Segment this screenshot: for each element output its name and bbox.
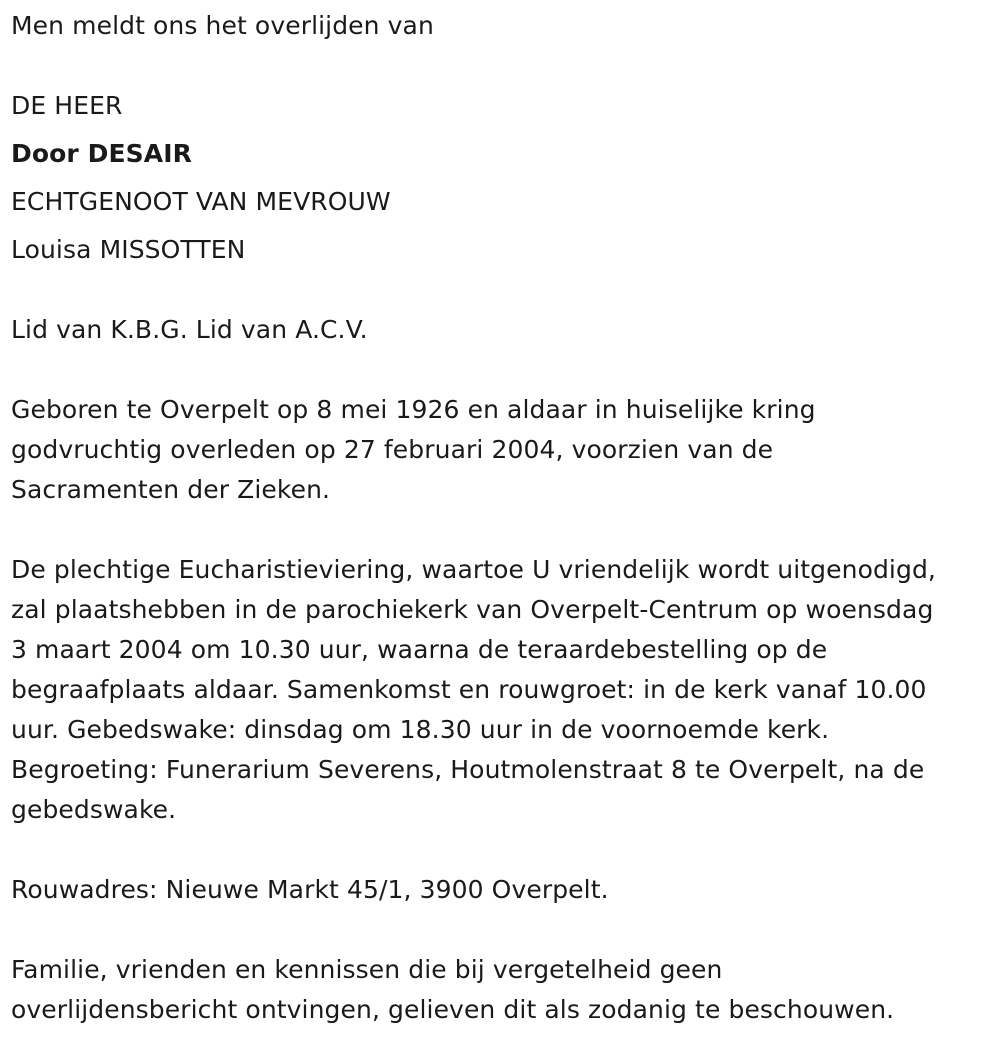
birth-death-line: Sacramenten der Zieken. [11, 475, 331, 504]
closing-line: Familie, vrienden en kennissen die bij vergetelheid geen [11, 955, 723, 984]
ceremony-line: De plechtige Eucharistieviering, waartoe U vriendelijk wordt uitgenodigd, [11, 555, 936, 584]
spouse-name: Louisa MISSOTTEN [11, 235, 246, 264]
ceremony-line: gebedswake. [11, 795, 177, 824]
closing-line: overlijdensbericht ontvingen, gelieven dit als zodanig te beschouwen. [11, 995, 895, 1024]
ceremony-line: 3 maart 2004 om 10.30 uur, waarna de teraardebestelling op de [11, 635, 828, 664]
birth-death-line: Geboren te Overpelt op 8 mei 1926 en aldaar in huiselijke kring [11, 395, 816, 424]
ceremony-line: Begroeting: Funerarium Severens, Houtmolenstraat 8 te Overpelt, na de [11, 755, 925, 784]
spouse-title: ECHTGENOOT VAN MEVROUW [11, 187, 391, 216]
salutation: DE HEER [11, 91, 123, 120]
ceremony-line: begraafplaats aldaar. Samenkomst en rouwgroet: in de kerk vanaf 10.00 [11, 675, 927, 704]
ceremony-line: zal plaatshebben in de parochiekerk van Overpelt-Centrum op woensdag [11, 595, 934, 624]
birth-death-line: godvruchtig overleden op 27 februari 2004, voorzien van de [11, 435, 774, 464]
mourning-address: Rouwadres: Nieuwe Markt 45/1, 3900 Overpelt. [11, 875, 609, 904]
memberships: Lid van K.B.G. Lid van A.C.V. [11, 315, 368, 344]
deceased-name: Door DESAIR [11, 139, 192, 168]
ceremony-line: uur. Gebedswake: dinsdag om 18.30 uur in de voornoemde kerk. [11, 715, 830, 744]
intro-line: Men meldt ons het overlijden van [11, 11, 434, 40]
